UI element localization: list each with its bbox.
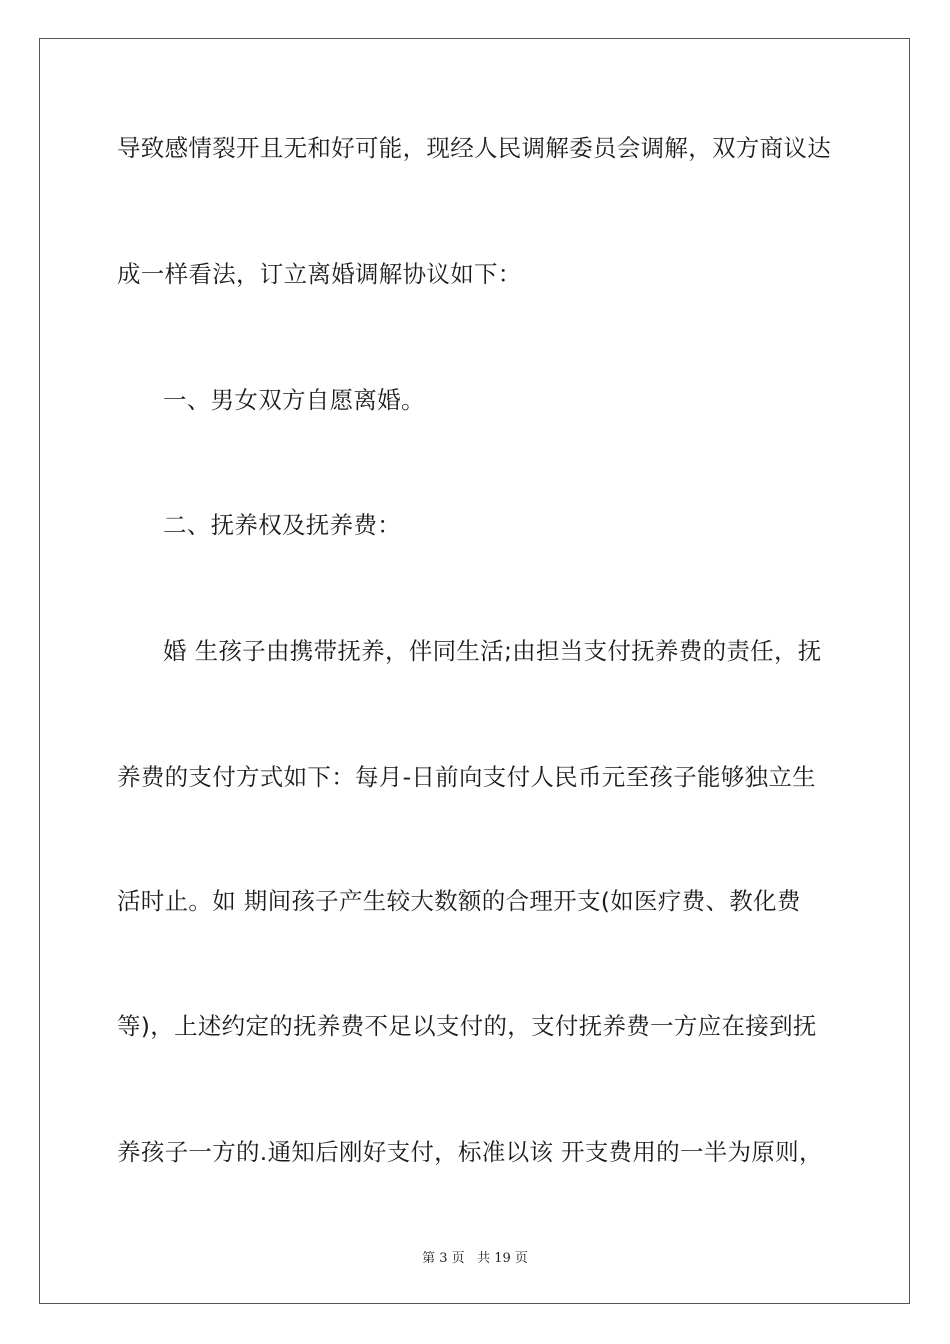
page-number: 第 3 页 — [422, 1251, 465, 1266]
body-line-2: 成一样看法，订立离婚调解协议如下： — [117, 260, 522, 288]
body-line-9: 养孩子一方的.通知后刚好支付，标准以该 开支费用的一半为原则， — [117, 1138, 823, 1166]
page-footer — [0, 1247, 950, 1266]
body-line-1: 导致感情裂开且无和好可能，现经人民调解委员会调解，双方商议达 — [117, 134, 831, 162]
body-line-6: 养费的支付方式如下：每月-日前向支付人民币元至孩子能够独立生 — [117, 763, 816, 791]
body-line-7: 活时止。如 期间孩子产生较大数额的合理开支(如医疗费、教化费 — [117, 887, 801, 915]
body-line-8: 等)，上述约定的抚养费不足以支付的，支付抚养费一方应在接到抚 — [117, 1012, 817, 1040]
page-total: 共 19 页 — [477, 1251, 528, 1266]
clause-2-heading: 二、抚养权及抚养费： — [163, 511, 401, 539]
body-line-5: 婚 生孩子由携带抚养，伴同生活;由担当支付抚养费的责任，抚 — [163, 637, 822, 665]
clause-1-heading: 一、男女双方自愿离婚。 — [163, 386, 425, 414]
page-frame — [39, 38, 910, 1304]
